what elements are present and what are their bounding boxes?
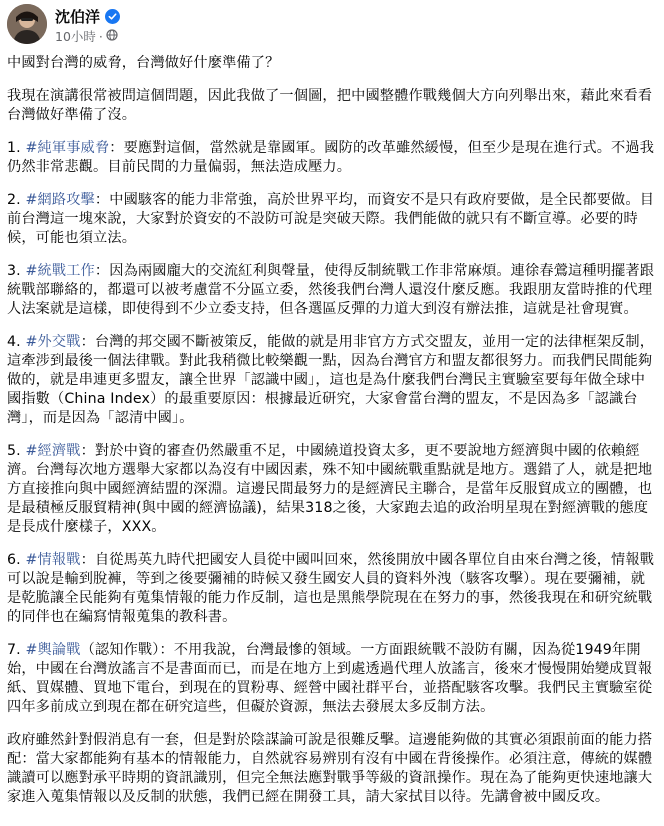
post-meta: [55, 27, 118, 45]
hashtag-link[interactable]: #外交戰: [25, 334, 81, 350]
post-paragraph: 4. #外交戰：台灣的邦交國不斷被策反，能做的就是用非官方方式交盟友，並用一定的法律框架反制，這牽涉到最後一個法律戰。對此我稍微比較樂觀一點，因為台灣官方和盟友都很努力。而我們民間能夠做的，就是串連更多盟友，讓全世界「認識中國」，這也是為什麼我們台灣民主實驗室要每年做全球中國指數（China Index）的最重要原因：根據最近研究，大家會當台灣的盟友，不是因為多「認識台灣」，而是因為「認清中國」。: [7, 334, 655, 426]
avatar[interactable]: [7, 4, 47, 44]
post-header: [7, 4, 647, 46]
post-paragraph: 1. #純軍事威脅：要應對這個，當然就是靠國軍。國防的改革雖然緩慢，但至少是現在進行式。不過我仍然非常悲觀。目前民間的力量偏弱，無法造成壓力。: [7, 140, 655, 175]
hashtag-link[interactable]: #輿論戰: [25, 642, 81, 658]
post-paragraph: 3. #統戰工作：因為兩國龐大的交流紅利與聲量，使得反制統戰工作非常麻煩。連徐春鶯這種明擺著跟統戰部聯絡的，都還可以被考慮當不分區立委，然後我們台灣人還沒什麼反應。我跟朋友當時推的代理人法案就是這樣，即使得到不少立委支持，但各選區反彈的力道大到沒有辦法推，這就是社會現實。: [7, 263, 655, 317]
post-paragraph: 5. #經濟戰：對於中資的審查仍然嚴重不足，中國繞道投資太多，更不要說地方經濟與中國的依賴經濟。台灣每次地方選舉大家都以為沒有中國因素，殊不知中國統戰重點就是地方。選錯了人，就是把地方直接推向與中國經濟結盟的深淵。這邊民間最努力的是經濟民主聯合，是當年反服貿成立的團體，也是最積極反服貿精神(與中國的經濟協議)，結果318之後，大家跑去追的政治明星現在對經濟戰的態度是長成什麼樣子，XXX。: [7, 443, 653, 535]
verified-badge-icon: [105, 9, 120, 24]
post-paragraph: 中國對台灣的威脅，台灣做好什麼準備了？: [7, 55, 280, 71]
post-paragraph: 6. #情報戰：自從馬英九時代把國安人員從中國叫回來，然後開放中國各單位自由來台灣之後，情報戰可以說是輸到脫褲，等到之後要彌補的時候又發生國安人員的資料外洩（駭客攻擊）。現在要彌補，就是乾脆讓全民能夠有蒐集情報的能力作反制，這也是黑熊學院現在在努力的事，然後我現在和研究統戰的同伴也在編寫情報蒐集的教科書。: [7, 552, 655, 625]
post-paragraph: 我現在演講很常被問這個問題，因此我做了一個圖，把中國整體作戰幾個大方向列舉出來，藉此來看看台灣做好準備了沒。: [7, 88, 653, 123]
profile-photo-icon: [7, 4, 47, 44]
hashtag-link[interactable]: #純軍事威脅: [25, 140, 110, 156]
post-paragraph: 2. #網路攻擊：中國駭客的能力非常強，高於世界平均，而資安不是只有政府要做，是全民都要做。目前台灣這一塊來說，大家對於資安的不設防可說是突破天際。我們能做的就只有不斷宣導。必要的時候，可能也須立法。: [7, 192, 655, 246]
author-row: [55, 6, 120, 27]
post-body: [7, 54, 655, 821]
post-paragraph: 7. #輿論戰（認知作戰）：不用我說，台灣最慘的領域。一方面跟統戰不設防有關，因為從1949年開始，中國在台灣放謠言不是書面而已，而是在地方上到處透過代理人放謠言，後來才慢慢開始變成買報紙、買媒體、買地下電台，到現在的買粉專、經營中國社群平台，並搭配駭客攻擊。我們民主實驗室從四年多前成立到現在都在研究這些，但礙於資源，無法去發展太多反制方法。: [7, 642, 653, 715]
meta-separator: ·: [98, 28, 103, 44]
hashtag-link[interactable]: #網路攻擊: [25, 192, 95, 208]
globe-icon[interactable]: [106, 29, 118, 44]
post-timestamp[interactable]: 10小時: [55, 29, 96, 44]
post-paragraph: 政府雖然針對假消息有一套，但是對於陰謀論可說是很難反擊。這邊能夠做的其實必須跟前面的能力搭配：當大家都能夠有基本的情報能力，自然就容易辨別有沒有中國在背後操作。必須注意，傳統的媒體識讀可以應對承平時期的資訊識別，但完全無法應對戰爭等級的資訊操作。現在為了能夠更快速地讓大家進入蒐集情報以及反制的狀態，我們已經在開發工具，請大家拭目以待。先講會被中國反攻。: [7, 732, 653, 805]
author-name[interactable]: 沈伯洋: [55, 8, 101, 26]
hashtag-link[interactable]: #情報戰: [25, 552, 81, 568]
hashtag-link[interactable]: #統戰工作: [25, 263, 95, 279]
hashtag-link[interactable]: #經濟戰: [25, 443, 81, 459]
